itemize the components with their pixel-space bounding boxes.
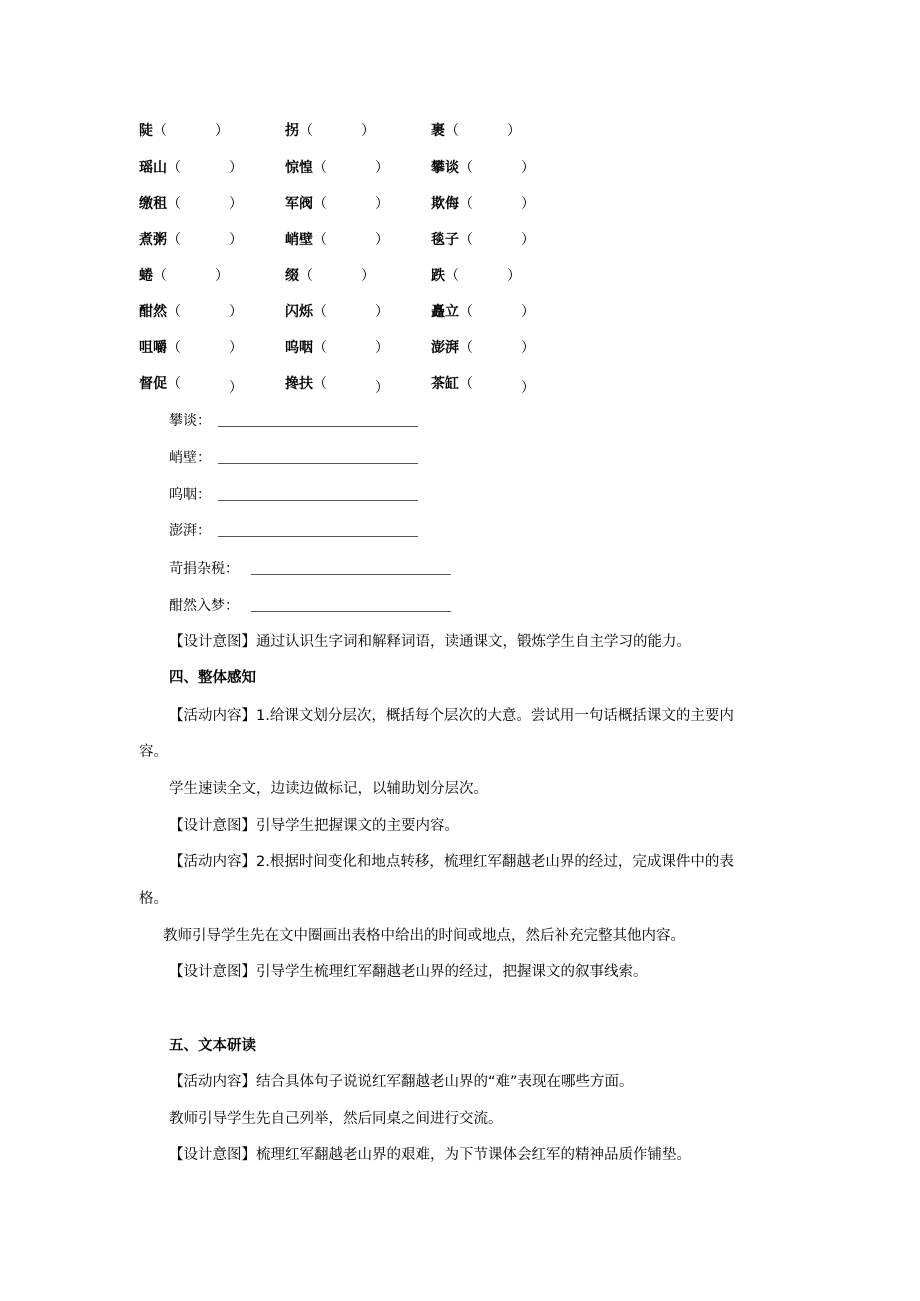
vocab-item (431, 229, 535, 249)
vocab-word: 跌 (431, 268, 445, 284)
pinyin-blank-open[interactable]: （ (167, 232, 181, 248)
vocab-word: 蜷 (139, 268, 153, 284)
answer-blank[interactable] (251, 574, 451, 575)
pinyin-blank-open[interactable]: （ (167, 160, 181, 176)
vocab-row (0, 373, 920, 397)
pinyin-blank-open[interactable]: （ (459, 232, 473, 248)
section-heading-5: 五、文本研读 (169, 1038, 256, 1054)
vocab-word: 茶缸 (431, 376, 459, 392)
pinyin-blank-open[interactable]: （ (313, 160, 327, 176)
pinyin-blank-open[interactable]: （ (313, 232, 327, 248)
pinyin-blank-close: ） (375, 380, 389, 396)
vocab-item (431, 157, 535, 177)
vocab-row (0, 265, 920, 289)
vocab-row (0, 120, 920, 144)
explanation-label: 攀谈： (169, 413, 211, 429)
vocab-word: 裹 (431, 123, 445, 139)
activity-content-3: 【活动内容】结合具体句子说说红军翻越老山界的“难”表现在哪些方面。 (169, 1074, 634, 1090)
activity-content-1-line1: 【活动内容】1.给课文划分层次，概括每个层次的大意。尝试用一句话概括课文的主要内 (169, 708, 734, 724)
vocab-word: 煮粥 (139, 232, 167, 248)
pinyin-blank-open[interactable]: （ (167, 340, 181, 356)
pinyin-blank-open[interactable]: （ (313, 304, 327, 320)
pinyin-blank-open[interactable]: （ (459, 376, 473, 392)
vocab-word: 军阀 (285, 196, 313, 212)
pinyin-blank-close: ） (507, 268, 521, 284)
vocab-row (0, 301, 920, 325)
pinyin-blank-open[interactable]: （ (313, 376, 327, 392)
design-intent-1: 【设计意图】通过认识生字词和解释词语，读通课文，锻炼学生自主学习的能力。 (169, 634, 691, 650)
vocab-word: 搀扶 (285, 376, 313, 392)
pinyin-blank-close: ） (229, 340, 243, 356)
vocab-word: 缴租 (139, 196, 167, 212)
vocab-item (139, 265, 229, 285)
pinyin-blank-close: ） (215, 268, 229, 284)
design-intent-4: 【设计意图】梳理红军翻越老山界的艰难，为下节课体会红军的精神品质作铺垫。 (169, 1147, 691, 1163)
pinyin-blank-close: ） (375, 304, 389, 320)
vocab-item (139, 229, 243, 249)
pinyin-blank-open[interactable]: （ (445, 123, 459, 139)
vocab-word: 瑶山 (139, 160, 167, 176)
vocab-item (285, 193, 389, 213)
vocab-item (139, 337, 243, 357)
explanation-label: 苛捐杂税： (169, 561, 239, 577)
explanation-label: 峭壁： (169, 450, 211, 466)
vocab-word: 澎湃 (431, 340, 459, 356)
vocab-item (285, 120, 375, 140)
pinyin-blank-open[interactable]: （ (167, 196, 181, 212)
activity-content-1-line2: 容。 (139, 744, 168, 760)
pinyin-blank-close: ） (375, 196, 389, 212)
vocab-row (0, 229, 920, 253)
pinyin-blank-close: ） (521, 340, 535, 356)
answer-blank[interactable] (251, 611, 451, 612)
vocab-row (0, 157, 920, 181)
vocab-item (285, 265, 375, 285)
vocab-item (285, 373, 389, 396)
pinyin-blank-open[interactable]: （ (299, 123, 313, 139)
vocab-item (431, 301, 535, 321)
pinyin-blank-close: ） (375, 160, 389, 176)
vocab-item (431, 373, 535, 396)
pinyin-blank-close: ） (521, 196, 535, 212)
pinyin-blank-close: ） (229, 304, 243, 320)
explanation-label: 酣然入梦： (169, 598, 239, 614)
pinyin-blank-close: ） (229, 380, 243, 396)
pinyin-blank-close: ） (229, 196, 243, 212)
pinyin-blank-close: ） (521, 304, 535, 320)
pinyin-blank-close: ） (507, 123, 521, 139)
teacher-guidance-2: 教师引导学生先自己列举，然后同桌之间进行交流。 (169, 1111, 503, 1127)
pinyin-blank-open[interactable]: （ (313, 340, 327, 356)
pinyin-blank-open[interactable]: （ (167, 376, 181, 392)
explanation-label: 澎湃： (169, 523, 211, 539)
pinyin-blank-close: ） (521, 232, 535, 248)
vocab-item (139, 193, 243, 213)
explanation-label: 呜咽： (169, 487, 211, 503)
pinyin-blank-close: ） (229, 160, 243, 176)
vocab-word: 闪烁 (285, 304, 313, 320)
pinyin-blank-open[interactable]: （ (299, 268, 313, 284)
vocab-word: 缀 (285, 268, 299, 284)
answer-blank[interactable] (218, 536, 418, 537)
vocab-word: 峭壁 (285, 232, 313, 248)
pinyin-blank-open[interactable]: （ (153, 268, 167, 284)
vocab-word: 陡 (139, 123, 153, 139)
vocab-item (285, 157, 389, 177)
vocab-item (139, 301, 243, 321)
pinyin-blank-close: ） (521, 380, 535, 396)
pinyin-blank-open[interactable]: （ (153, 123, 167, 139)
vocab-word: 呜咽 (285, 340, 313, 356)
pinyin-blank-close: ） (375, 340, 389, 356)
vocab-item (285, 337, 389, 357)
vocab-item (431, 193, 535, 213)
vocab-word: 矗立 (431, 304, 459, 320)
vocab-word: 攀谈 (431, 160, 459, 176)
pinyin-blank-close: ） (215, 123, 229, 139)
student-activity-1: 学生速读全文，边读边做标记，以辅助划分层次。 (169, 781, 488, 797)
vocab-item (139, 157, 243, 177)
pinyin-blank-close: ） (521, 160, 535, 176)
answer-blank[interactable] (218, 463, 418, 464)
pinyin-blank-open[interactable]: （ (459, 160, 473, 176)
vocab-item (431, 337, 535, 357)
vocab-item (285, 301, 389, 321)
pinyin-blank-close: ） (361, 123, 375, 139)
vocab-word: 咀嚼 (139, 340, 167, 356)
teacher-guidance-1: 教师引导学生先在文中圈画出表格中给出的时间或地点，然后补充完整其他内容。 (163, 928, 685, 944)
vocab-row (0, 337, 920, 361)
pinyin-blank-open[interactable]: （ (445, 268, 459, 284)
activity-content-2-line1: 【活动内容】2.根据时间变化和地点转移，梳理红军翻越老山界的经过，完成课件中的表 (169, 854, 734, 870)
pinyin-blank-open[interactable]: （ (459, 196, 473, 212)
pinyin-blank-open[interactable]: （ (459, 304, 473, 320)
vocab-item (139, 373, 243, 396)
section-heading-4: 四、整体感知 (169, 670, 256, 686)
pinyin-blank-close: ） (229, 232, 243, 248)
activity-content-2-line2: 格。 (139, 891, 168, 907)
vocab-item (285, 229, 389, 249)
pinyin-blank-open[interactable]: （ (313, 196, 327, 212)
pinyin-blank-open[interactable]: （ (167, 304, 181, 320)
answer-blank[interactable] (218, 426, 418, 427)
vocab-word: 酣然 (139, 304, 167, 320)
vocab-word: 督促 (139, 376, 167, 392)
vocab-word: 拐 (285, 123, 299, 139)
vocab-item (431, 120, 521, 140)
vocab-word: 欺侮 (431, 196, 459, 212)
vocab-word: 毯子 (431, 232, 459, 248)
vocab-item (139, 120, 229, 140)
pinyin-blank-close: ） (375, 232, 389, 248)
pinyin-blank-open[interactable]: （ (459, 340, 473, 356)
design-intent-2: 【设计意图】引导学生把握课文的主要内容。 (169, 818, 459, 834)
design-intent-3: 【设计意图】引导学生梳理红军翻越老山界的经过，把握课文的叙事线索。 (169, 964, 648, 980)
vocab-row (0, 193, 920, 217)
answer-blank[interactable] (218, 500, 418, 501)
pinyin-blank-close: ） (361, 268, 375, 284)
vocab-word: 惊惶 (285, 160, 313, 176)
vocab-item (431, 265, 521, 285)
